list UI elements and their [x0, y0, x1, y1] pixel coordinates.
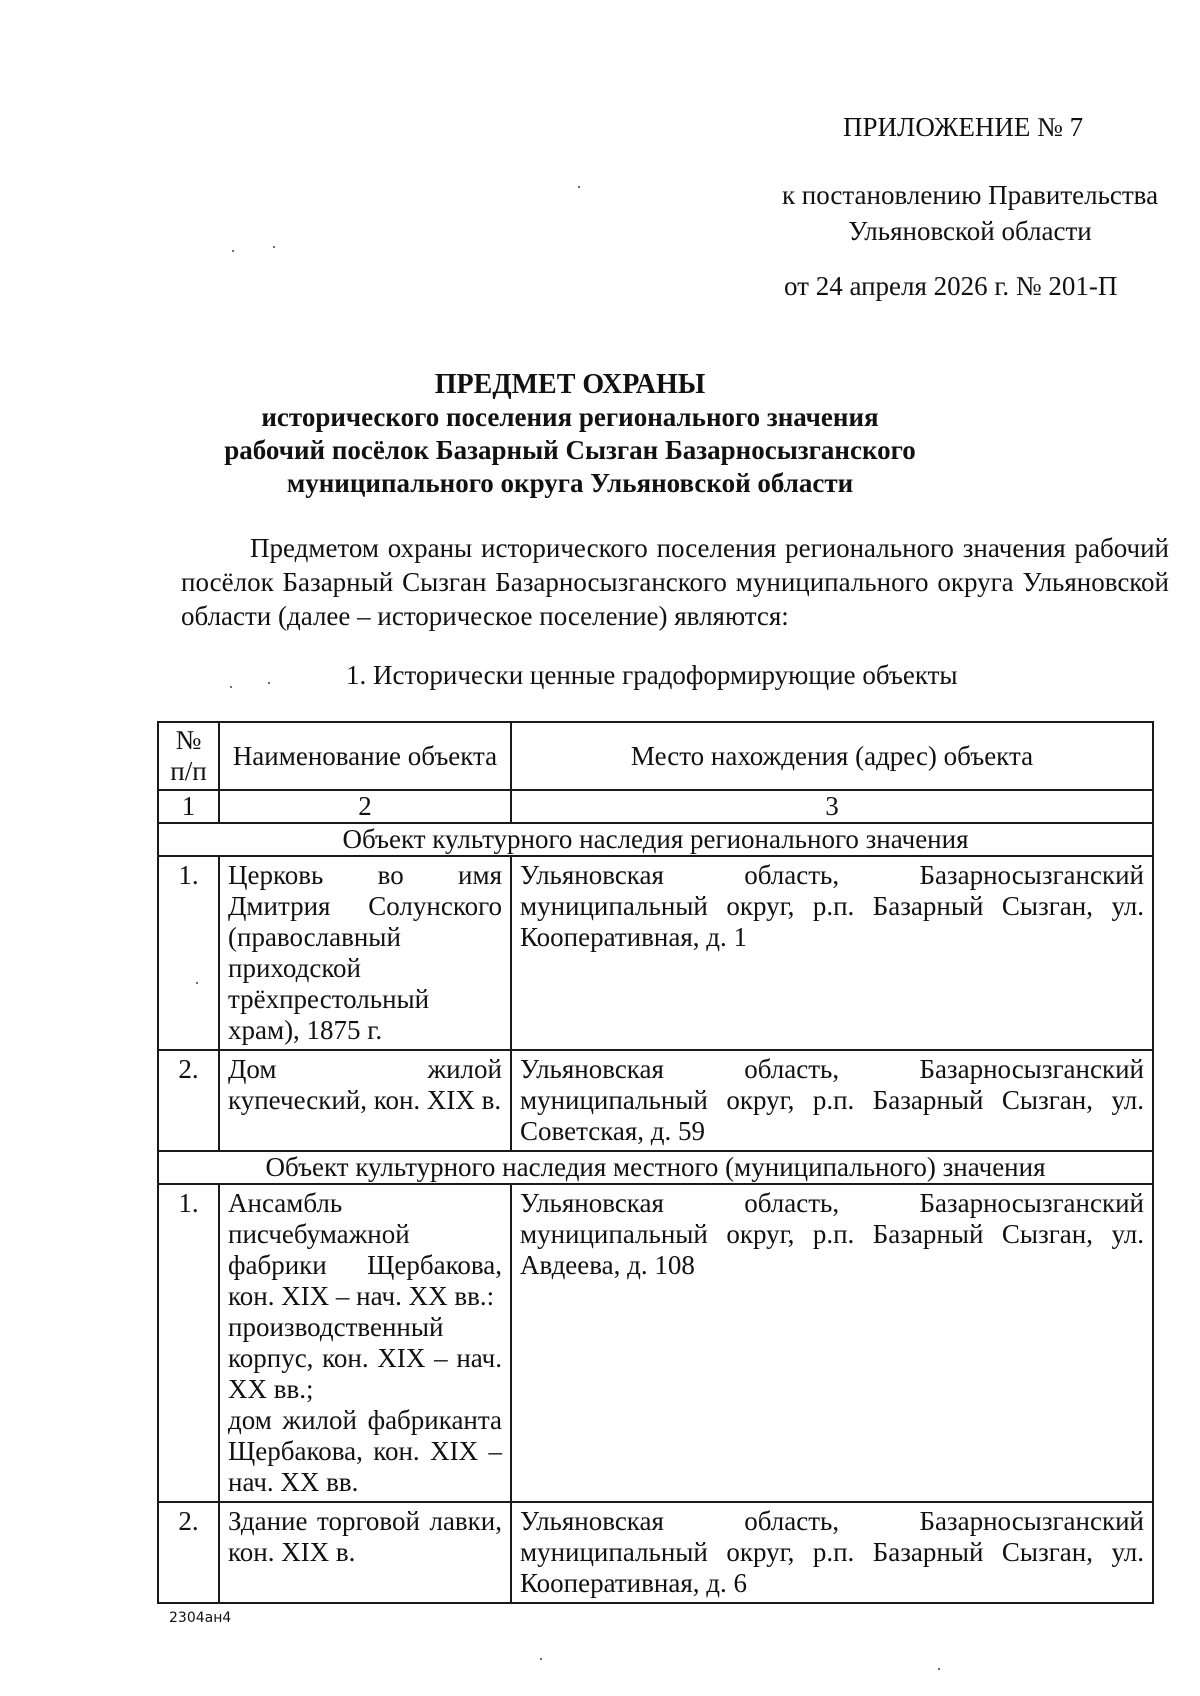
table-row [158, 856, 1153, 1050]
scan-speck [232, 250, 234, 252]
title-line-3: рабочий посёлок Базарный Сызган Базарносызганского [224, 435, 916, 465]
table-header-row [158, 722, 1153, 790]
document-code: 2304ан4 [169, 1610, 232, 1626]
row-name-part: дом жилой фабриканта Щербакова, кон. XIX – нач. XX вв. [228, 1405, 502, 1497]
decree-date: от 24 апреля 2026 г. № 201-П [784, 271, 1118, 301]
row-address: Ульяновская область, Базарносызганский муниципальный округ, р.п. Базарный Сызган, ул. Кооперативная, д. 1 [511, 856, 1153, 1050]
row-num: 1. [158, 856, 219, 1050]
row-name-part: производственный корпус, кон. XIX – нач. XX вв.; [228, 1312, 502, 1404]
row-num: 1. [158, 1184, 219, 1502]
table-row [158, 1050, 1153, 1151]
table-row [158, 1502, 1153, 1603]
row-name: Дом жилой купеческий, кон. XIX в. [219, 1050, 511, 1151]
group-row-local [158, 1151, 1153, 1184]
row-address: Ульяновская область, Базарносызганский муниципальный округ, р.п. Базарный Сызган, ул. Кооперативная, д. 6 [511, 1502, 1153, 1603]
row-name: Здание торговой лавки, кон. XIX в. [219, 1502, 511, 1603]
scan-speck [273, 246, 275, 248]
appendix-label: ПРИЛОЖЕНИЕ № 7 [843, 112, 1084, 142]
title-line-2: исторического поселения регионального значения [261, 402, 879, 432]
header-address: Место нахождения (адрес) объекта [511, 722, 1153, 790]
row-address: Ульяновская область, Базарносызганский муниципальный округ, р.п. Базарный Сызган, ул. Советская, д. 59 [511, 1050, 1153, 1151]
header-num: № п/п [158, 722, 219, 790]
row-address: Ульяновская область, Базарносызганский муниципальный округ, р.п. Базарный Сызган, ул. Авдеева, д. 108 [511, 1184, 1153, 1502]
document-title [200, 368, 940, 500]
scan-speck [268, 682, 270, 684]
scan-speck [938, 1668, 940, 1670]
group-title: Объект культурного наследия регионального значения [158, 823, 1153, 856]
title-line-4: муниципального округа Ульяновской области [286, 468, 854, 498]
title-line-1: ПРЕДМЕТ ОХРАНЫ [434, 369, 706, 400]
decree-reference-line2: Ульяновской области [848, 216, 1092, 246]
row-num: 2. [158, 1502, 219, 1603]
decree-reference-line1: к постановлению Правительства [781, 180, 1159, 210]
group-row-regional [158, 823, 1153, 856]
column-number-1: 1 [158, 790, 219, 823]
decree-reference [770, 177, 1170, 249]
header-name: Наименование объекта [219, 722, 511, 790]
group-title: Объект культурного наследия местного (муниципального) значения [158, 1151, 1153, 1184]
row-name-part: Ансамбль писчебумажной фабрики Щербакова, кон. XIX – нач. XX вв.: [228, 1188, 502, 1311]
table-row [158, 1184, 1153, 1502]
column-number-2: 2 [219, 790, 511, 823]
scan-speck [196, 982, 198, 984]
scan-speck [578, 186, 580, 188]
objects-table [157, 721, 1154, 1604]
section-heading: 1. Исторически ценные градоформирующие объекты [346, 660, 958, 690]
scan-speck [230, 686, 232, 688]
row-name [219, 1184, 511, 1502]
intro-paragraph: Предметом охраны исторического поселения регионального значения рабочий посёлок Базарный Сызган Базарносызганского муниципального округа Ульяновской области (далее – историческое поселение) являются: [181, 533, 1169, 631]
scan-speck [540, 1658, 542, 1660]
column-number-3: 3 [511, 790, 1153, 823]
row-name: Церковь во имя Дмитрия Солунского (православный приходской трёхпрестольный храм), 1875 г. [219, 856, 511, 1050]
row-num: 2. [158, 1050, 219, 1151]
column-number-row [158, 790, 1153, 823]
